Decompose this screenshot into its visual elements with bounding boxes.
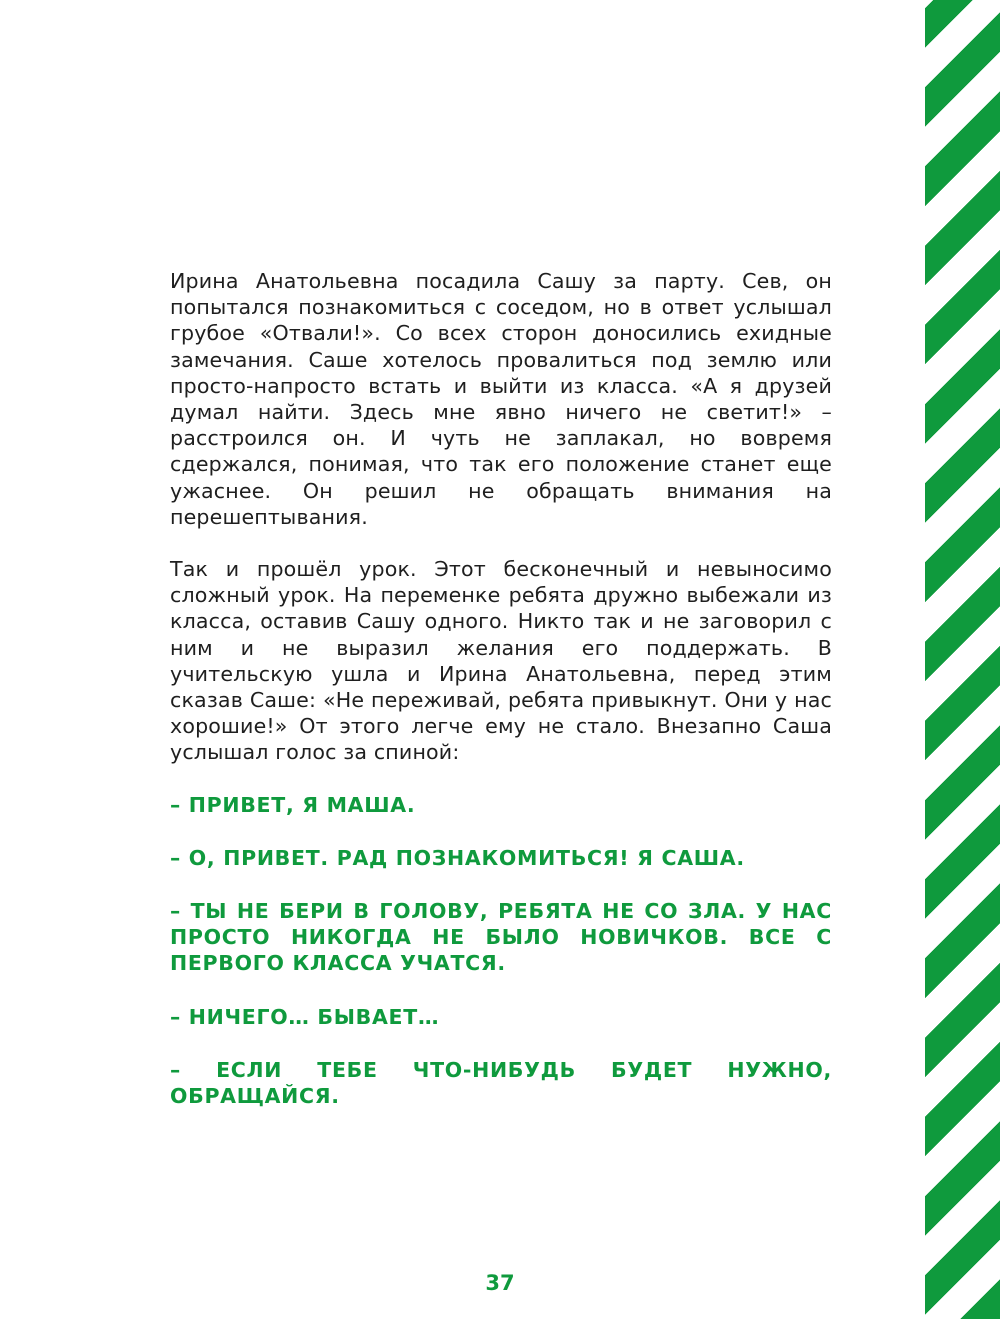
page-number: 37 [485,1271,515,1295]
body-paragraph-1: Ирина Анатольевна посадила Сашу за парту. Сев, он попытался познакомиться с соседом, но в ответ услышал грубое «Отвали!». Со всех сторон доносились ехидные замечания. Саше хотелось провалиться под землю или просто-напросто встать и выйти из класса. «А я друзей думал найти. Здесь мне явно ничего не светит!» – расстроился он. И чуть не заплакал, но вовремя сдержался, понимая, что так его положение станет еще ужаснее. Он решил не обращать внимания на перешептывания. [170,269,832,529]
page-content [170,268,832,1136]
dialogue-block [170,792,832,1110]
dialogue-line-3: – ТЫ НЕ БЕРИ В ГОЛОВУ, РЕБЯТА НЕ СО ЗЛА. У НАС ПРОСТО НИКОГДА НЕ БЫЛО НОВИЧКОВ. ВСЕ С ПЕРВОГО КЛАССА УЧАТСЯ. [170,899,832,976]
dialogue-line-1: – ПРИВЕТ, Я МАША. [170,792,416,817]
dialogue-line-4: – НИЧЕГО… БЫВАЕТ… [170,1004,440,1029]
dialogue-line-2: – О, ПРИВЕТ. РАД ПОЗНАКОМИТЬСЯ! Я САША. [170,845,745,870]
decorative-diagonal-stripes [925,0,1000,1319]
body-paragraph-2: Так и прошёл урок. Этот бесконечный и невыносимо сложный урок. На переменке ребята дружно выбежали из класса, оставив Сашу одного. Никто так и не заговорил с ним и не выразил желания его поддержать. В учительскую ушла и Ирина Анатольевна, перед этим сказав Саше: «Не переживай, ребята привыкнут. Они у нас хорошие!» От этого легче ему не стало. Внезапно Саша услышал голос за спиной: [170,557,832,765]
dialogue-line-5: – ЕСЛИ ТЕБЕ ЧТО-НИБУДЬ БУДЕТ НУЖНО, ОБРАЩАЙСЯ. [170,1057,832,1109]
